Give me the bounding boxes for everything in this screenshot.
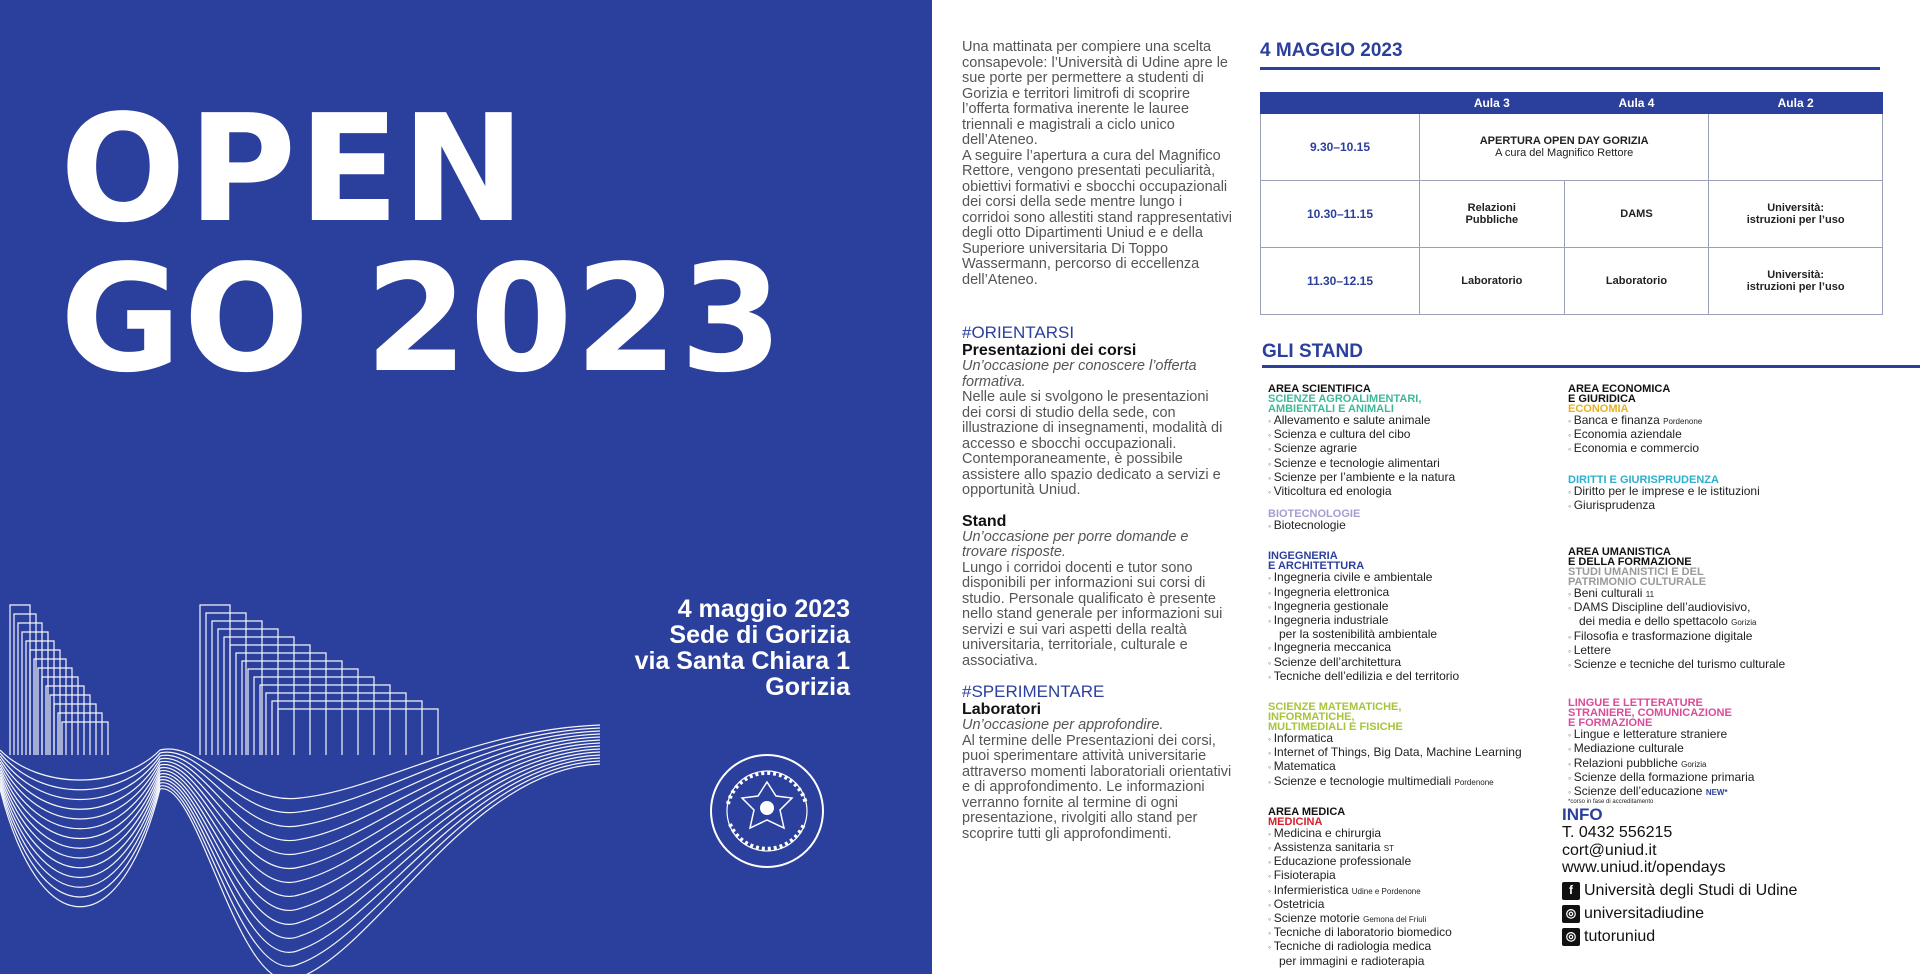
instagram-icon: ◎ [1562, 928, 1580, 946]
list-item [1268, 775, 1522, 789]
cell-text: istruzioni per l’uso [1746, 281, 1845, 293]
list-item: ◦ Fisioterapia [1268, 869, 1522, 883]
social-instagram-2[interactable] [1562, 928, 1797, 946]
area-heading: AREA ECONOMICA [1568, 383, 1671, 395]
stand-text: Lungo i corridoi docenti e tutor sono disponibili per informazioni sui corsi di studio. Personale qualificato è presente nello stand generale per informazioni sui servizi e sui vari aspetti della realtà universitaria, territoriale, culturale e associativa. [962, 559, 1223, 669]
area-heading: AREA SCIENTIFICA [1268, 383, 1371, 395]
schedule-row [1261, 248, 1883, 315]
list-item: ◦ Tecniche dell’edilizia e del territorio [1268, 670, 1522, 684]
intro-paragraph-2: A seguire l’apertura a cura del Magnifico Rettore, vengono presentati peculiarità, obiettivi formativi e sbocchi occupazionali dei corsi della sede mentre lungo i corridoi sono allestiti stand rappresentativi degli otto Dipartimenti Uniud e e della Superiore universitaria Di Toppo Wassermann, percorso di eccellenza dell’Ateneo. [962, 147, 1232, 288]
schedule-table [1260, 92, 1883, 315]
schedule-row [1261, 114, 1883, 181]
opening-title: APERTURA OPEN DAY GORIZIA [1479, 135, 1649, 147]
list-item: ◦ Informatica [1268, 732, 1522, 746]
list-item: ◦ Internet of Things, Big Data, Machine Learning [1268, 746, 1522, 760]
list-item: ◦ Ingegneria elettronica [1268, 586, 1522, 600]
wave-line [224, 637, 294, 755]
list-item: ◦ Biotecnologie [1268, 519, 1522, 533]
laboratori-text: Al termine delle Presentazioni dei corsi, puoi sperimentare attività universitarie attraverso momenti laboratoriali orientativi e di approfondimento. Le informazioni verranno fornite al termine di ogni presentazione, rivolgiti allo stand per scoprire tutti gli approfondimenti. [962, 732, 1232, 842]
wave-line [266, 693, 406, 755]
cell-text: Pubbliche [1465, 214, 1519, 226]
instagram-label: universitadiudine [1584, 904, 1705, 922]
wave-line [0, 758, 600, 952]
cell-text: Università: [1767, 269, 1825, 281]
list-item: ◦ Scienze e tecniche del turismo culturale [1568, 658, 1785, 672]
footnote: *corso in fase di accreditamento [1568, 799, 1654, 806]
wave-line [10, 605, 30, 755]
list-item: ◦ Scienze dell’architettura [1268, 656, 1522, 670]
wave-line [0, 746, 600, 896]
item-note: Udine e Pordenone [1351, 886, 1421, 896]
item-text: Scienze dell’educazione [1573, 784, 1703, 799]
area-subheading: ECONOMIA [1568, 403, 1629, 415]
item-note: Gorizia [1681, 759, 1707, 769]
facebook-label: Università degli Studi di Udine [1584, 881, 1798, 899]
info-section [1562, 806, 1797, 946]
area-subheading: BIOTECNOLOGIE [1268, 508, 1361, 521]
event-venue: Sede di Gorizia [669, 621, 850, 649]
stand-divider [1262, 365, 1920, 368]
area-heading: AREA UMANISTICA [1568, 546, 1671, 559]
area-subheading: SCIENZE AGROALIMENTARI, [1268, 393, 1422, 405]
item-text: Relazioni pubbliche [1573, 755, 1678, 770]
presentazioni-tagline: Un’occasione per conoscere l’offerta formativa. [962, 358, 1197, 390]
list-item [1268, 912, 1522, 926]
hashtag-sperimentare: #SPERIMENTARE [962, 682, 1105, 701]
list-item: ◦ Medicina e chirurgia [1268, 827, 1522, 841]
list-item: ◦ Economia e commercio [1568, 442, 1785, 456]
list-item: ◦ Scienza e cultura del cibo [1268, 428, 1522, 442]
university-seal-icon [708, 752, 826, 870]
item-text: Assistenza sanitaria [1273, 840, 1381, 855]
schedule-heading: 4 MAGGIO 2023 [1260, 40, 1880, 70]
cover-panel [0, 0, 932, 974]
event-city: Gorizia [765, 673, 850, 701]
list-item-continuation [1568, 615, 1785, 629]
cell-text: Relazioni [1467, 202, 1516, 214]
event-date: 4 maggio 2023 [677, 595, 850, 623]
wave-graphic [0, 580, 620, 974]
info-email[interactable]: cort@uniud.it [1562, 841, 1657, 859]
wave-line [0, 764, 600, 974]
list-item: ◦ Viticoltura ed enologia [1268, 485, 1522, 499]
list-item: ◦ Ingegneria civile e ambientale [1268, 571, 1522, 585]
list-item: ◦ Giurisprudenza [1568, 499, 1785, 513]
area-heading: E GIURIDICA [1568, 393, 1636, 405]
info-website[interactable]: www.uniud.it/opendays [1562, 859, 1726, 876]
stand-column-left [1268, 384, 1522, 968]
schedule-header-row [1261, 93, 1883, 114]
cell-aula-2 [1709, 248, 1883, 315]
area-subheading: MEDICINA [1268, 815, 1323, 828]
wave-line [0, 743, 600, 883]
wave-line [260, 685, 390, 755]
wave-line [0, 755, 600, 938]
item-note: 11 [1645, 590, 1655, 600]
list-item: ◦ Filosofia e trasformazione digitale [1568, 630, 1785, 644]
wave-line [38, 668, 72, 755]
wave-line [0, 740, 600, 869]
list-item-continuation: per la sostenibilità ambientale [1279, 627, 1438, 642]
stand-tagline: Un’occasione per porre domande e trovare risposte. [962, 528, 1189, 560]
wave-line [236, 653, 326, 755]
list-item [1268, 884, 1522, 898]
title-line-2: GO 2023 [60, 233, 785, 405]
item-note: ST [1383, 844, 1394, 854]
list-item [1268, 841, 1522, 855]
item-note: Gemona del Friuli [1363, 915, 1427, 925]
list-item: ◦ Scienze e tecnologie alimentari [1268, 457, 1522, 471]
info-heading: INFO [1562, 805, 1603, 824]
area-heading: E DELLA FORMAZIONE [1568, 556, 1692, 569]
list-item [1568, 587, 1785, 601]
opening-cell [1420, 114, 1709, 181]
stand-heading: GLI STAND [1262, 341, 1363, 362]
intro-paragraph-1: Una mattinata per compiere una scelta consapevole: l’Università di Udine apre le sue porte per permettere a studenti di Gorizia e territori limitrofi di scoprire l’offerta formativa inerente le lauree triennali e magistrali a ciclo unico dell’Ateneo. [962, 39, 1228, 148]
cell-text: Università: [1767, 202, 1825, 214]
item-text: Scienze motorie [1273, 911, 1360, 926]
item-text: Infermieristica [1273, 882, 1349, 897]
list-item: ◦ Lettere [1568, 644, 1785, 658]
item-note: Gorizia [1731, 618, 1757, 628]
area-subheading: PATRIMONIO CULTURALE [1568, 576, 1707, 589]
list-item: ◦ Ingegneria industriale [1268, 614, 1522, 628]
wave-line [62, 722, 108, 755]
social-instagram-1[interactable] [1562, 905, 1797, 923]
wave-line [14, 614, 36, 755]
instagram-label: tutoruniud [1584, 927, 1656, 945]
list-item: ◦ Economia aziendale [1568, 428, 1785, 442]
item-text: Banca e finanza [1573, 413, 1660, 427]
list-item: ◦ Scienze della formazione primaria [1568, 771, 1785, 785]
list-item: ◦ Mediazione culturale [1568, 742, 1785, 756]
stand-title: Stand [962, 512, 1007, 530]
area-heading: LINGUE E LETTERATURE [1568, 697, 1703, 710]
list-item: ◦ Ostetricia [1268, 898, 1522, 912]
list-item: ◦ Lingue e letterature straniere [1568, 728, 1785, 742]
list-item: ◦ Tecniche di radiologia medica [1268, 940, 1522, 954]
list-item: ◦ Scienze agrarie [1268, 442, 1522, 456]
area-subheading: AMBIENTALI E ANIMALI [1268, 403, 1394, 415]
list-item: ◦ DAMS Discipline dell’audiovisivo, [1568, 601, 1785, 615]
cell-text: istruzioni per l’uso [1746, 214, 1845, 226]
list-item: ◦ Educazione professionale [1268, 855, 1522, 869]
event-info [635, 596, 850, 700]
list-item: ◦ Tecniche di laboratorio biomedico [1268, 926, 1522, 940]
item-text: Scienze e tecnologie multimediali [1273, 773, 1452, 788]
presentazioni-title: Presentazioni dei corsi [962, 342, 1137, 359]
hashtag-orientarsi: #ORIENTARSI [962, 323, 1075, 342]
area-heading: MULTIMEDIALI E FISICHE [1268, 721, 1403, 734]
laboratori-tagline: Un’occasione per approfondire. [962, 717, 1164, 733]
header-aula-4: Aula 4 [1564, 93, 1709, 114]
wave-line [242, 661, 342, 755]
list-item [1568, 757, 1785, 771]
cell-aula-4: Laboratorio [1564, 248, 1709, 315]
area-heading: E FORMAZIONE [1568, 717, 1653, 730]
list-item: ◦ Allevamento e salute animale [1268, 414, 1522, 428]
cell-aula-2 [1709, 181, 1883, 248]
instagram-icon: ◎ [1562, 905, 1580, 923]
area-heading: AREA MEDICA [1268, 805, 1346, 818]
area-heading: E ARCHITETTURA [1268, 560, 1365, 573]
event-address: via Santa Chiara 1 [634, 647, 850, 675]
time-slot-3: 11.30–12.15 [1261, 248, 1420, 315]
stand-column-right [1568, 384, 1785, 806]
cell-aula-3 [1420, 181, 1565, 248]
intro-column [962, 40, 1232, 842]
facebook-icon: f [1562, 882, 1580, 900]
area-subheading: DIRITTI E GIURISPRUDENZA [1568, 473, 1719, 486]
laboratori-title: Laboratori [962, 701, 1042, 718]
list-item: ◦ Ingegneria gestionale [1268, 600, 1522, 614]
cell-aula-3: Laboratorio [1420, 248, 1565, 315]
area-heading: SCIENZE MATEMATICHE, [1268, 701, 1402, 714]
list-item: ◦ Diritto per le imprese e le istituzioni [1568, 485, 1785, 499]
time-slot-2: 10.30–11.15 [1261, 181, 1420, 248]
area-subheading: STUDI UMANISTICI E DEL [1568, 566, 1704, 579]
header-aula-2: Aula 2 [1709, 93, 1883, 114]
item-text: dei media e dello spettacolo [1579, 614, 1728, 629]
social-facebook[interactable] [1562, 882, 1797, 900]
header-empty [1261, 93, 1420, 114]
time-slot-1: 9.30–10.15 [1261, 114, 1420, 181]
list-item: ◦ Ingegneria meccanica [1268, 641, 1522, 655]
list-item [1568, 785, 1785, 799]
header-aula-3: Aula 3 [1420, 93, 1565, 114]
list-item-continuation: per immagini e radioterapia [1279, 953, 1425, 968]
item-note: Pordenone [1454, 777, 1494, 787]
schedule-section [1260, 40, 1910, 315]
item-note: NEW* [1705, 788, 1728, 798]
area-heading: STRANIERE, COMUNICAZIONE [1568, 707, 1732, 720]
list-item: ◦ Matematica [1268, 760, 1522, 774]
item-note: Pordenone [1663, 417, 1703, 426]
empty-cell [1709, 114, 1883, 181]
presentazioni-text: Nelle aule si svolgono le presentazioni dei corsi di studio della sede, con illustrazione di insegnamenti, modalità di accesso e sbocchi occupazionali. Contemporaneamente, è possibile assistere allo spazio dedicato a servizi e opportunità Uniud. [962, 389, 1223, 498]
area-heading: INGEGNERIA [1268, 550, 1338, 563]
info-phone: T. 0432 556215 [1562, 824, 1673, 841]
schedule-row [1261, 181, 1883, 248]
item-text: Beni culturali [1573, 586, 1643, 601]
wave-line [200, 605, 230, 755]
list-item [1568, 414, 1785, 428]
title-line-1: OPEN [60, 83, 528, 255]
opening-subtitle: A cura del Magnifico Rettore [1495, 147, 1634, 159]
area-heading: INFORMATICHE, [1268, 711, 1355, 724]
cell-aula-4: DAMS [1564, 181, 1709, 248]
list-item: ◦ Scienze per l’ambiente e la natura [1268, 471, 1522, 485]
